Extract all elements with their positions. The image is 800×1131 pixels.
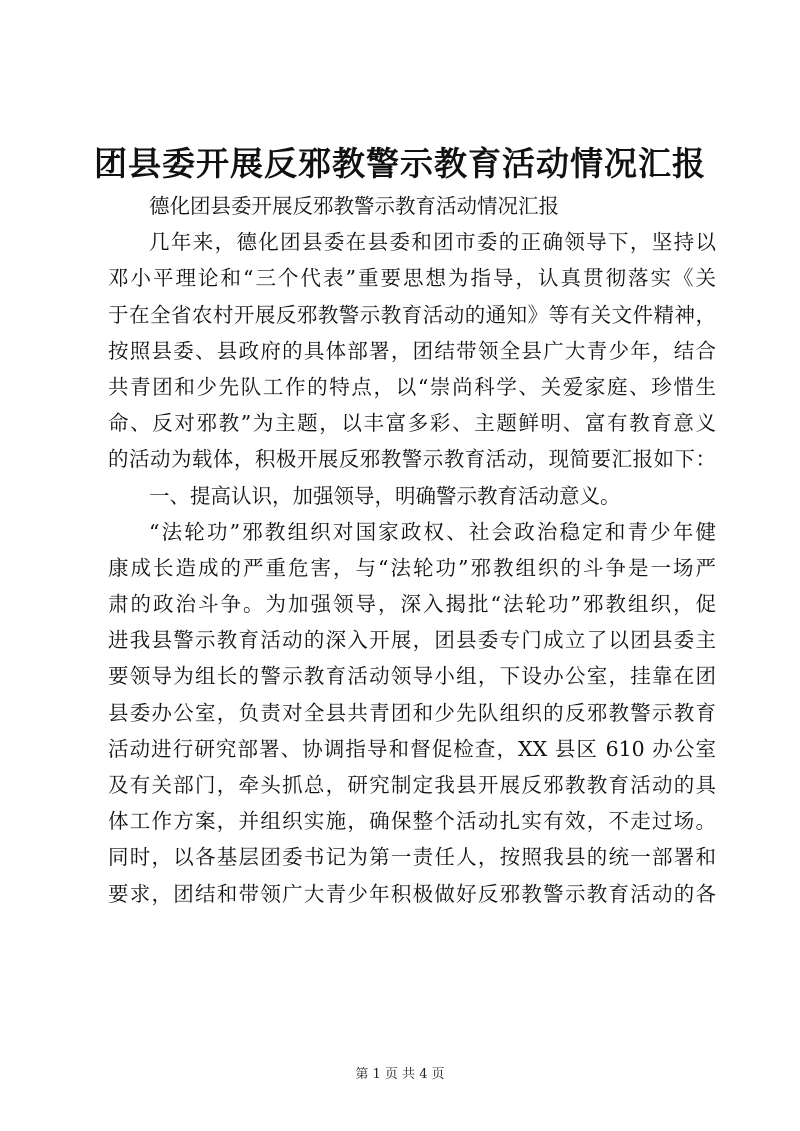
body-line: 共青团和少先队工作的特点，以“崇尚科学、关爱家庭、珍惜生 bbox=[108, 374, 716, 399]
body-line: 同时，以各基层团委书记为第一责任人，按照我县的统一部署和 bbox=[108, 845, 716, 870]
body-line: 按照县委、县政府的具体部署，团结带领全县广大青少年，结合 bbox=[108, 338, 716, 363]
document-body bbox=[108, 188, 716, 912]
body-line: 要领导为组长的警示教育活动领导小组，下设办公室，挂靠在团 bbox=[108, 664, 716, 689]
body-line: 活动进行研究部署、协调指导和督促检查，XX 县区 610 办公室 bbox=[108, 736, 716, 761]
body-line: 康成长造成的严重危害，与“法轮功”邪教组织的斗争是一场严 bbox=[108, 555, 716, 580]
body-line: 体工作方案，并组织实施，确保整个活动扎实有效，不走过场。 bbox=[108, 809, 716, 834]
body-line: 要求，团结和带领广大青少年积极做好反邪教警示教育活动的各 bbox=[108, 881, 716, 906]
body-line: 一、提高认识，加强领导，明确警示教育活动意义。 bbox=[149, 483, 621, 508]
body-line: 命、反对邪教”为主题，以丰富多彩、主题鲜明、富有教育意义 bbox=[108, 411, 716, 436]
body-line: 肃的政治斗争。为加强领导，深入揭批“法轮功”邪教组织，促 bbox=[108, 592, 716, 617]
body-line: 邓小平理论和“三个代表”重要思想为指导，认真贯彻落实《关 bbox=[108, 266, 716, 291]
page-footer: 第 1 页 共 4 页 bbox=[355, 1067, 445, 1082]
body-line: “法轮功”邪教组织对国家政权、社会政治稳定和青少年健 bbox=[149, 519, 716, 544]
body-line: 几年来，德化团县委在县委和团市委的正确领导下，坚持以 bbox=[149, 230, 716, 255]
body-line: 进我县警示教育活动的深入开展，团县委专门成立了以团县委主 bbox=[108, 628, 716, 653]
body-line: 县委办公室，负责对全县共青团和少先队组织的反邪教警示教育 bbox=[108, 700, 716, 725]
body-line: 德化团县委开展反邪教警示教育活动情况汇报 bbox=[149, 194, 559, 218]
body-line: 于在全省农村开展反邪教警示教育活动的通知》等有关文件精神， bbox=[108, 302, 716, 327]
document-title: 团县委开展反邪教警示教育活动情况汇报 bbox=[94, 144, 706, 183]
body-line: 的活动为载体，积极开展反邪教警示教育活动，现简要汇报如下： bbox=[108, 447, 716, 472]
body-line: 及有关部门，牵头抓总，研究制定我县开展反邪教教育活动的具 bbox=[108, 773, 716, 797]
